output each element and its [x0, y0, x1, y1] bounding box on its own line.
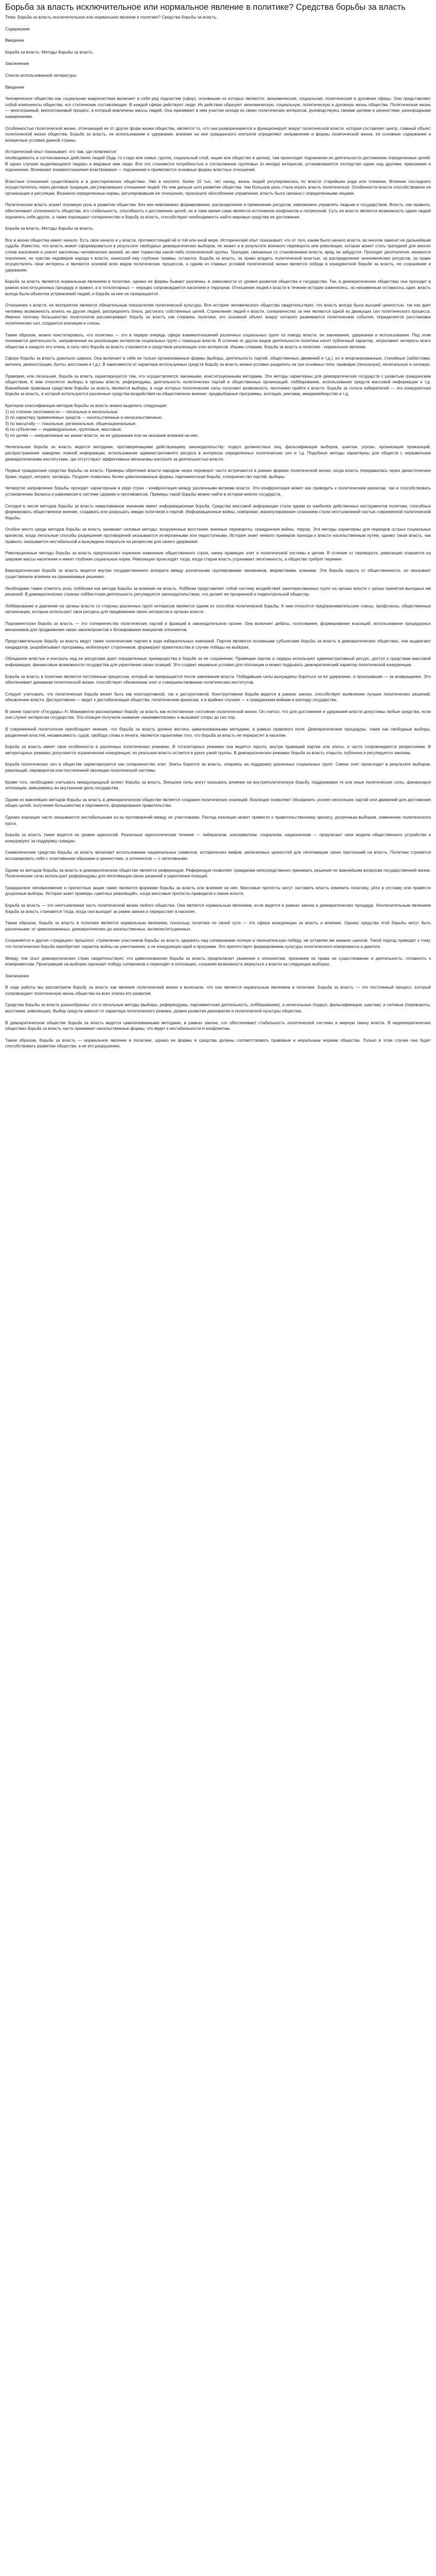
paragraph: В ходе работы мы рассмотрели борьбу за власть как явление политической жизни и выяснили, что она является нормальным явлением в политике. Борьба за власть — это постоянный процесс, который сопровождает политическую жизнь общества на всех этапах его развития. [5, 985, 431, 996]
paragraph: Сохраняется и другая «традиция» прошлого: стремление участников борьбы за власть одержать над соперниками полную и окончательную победу, не оставляя им никаких шансов. Такой подход приводит к тому, что политическая борьба приобретает характер войны на уничтожение, а не конкуренции идей и программ. Это препятствует формированию культуры политического компромисса и диалога. [5, 938, 431, 949]
topic-line: Тема: Борьба за власть исключительное или нормальное явление в политике? Средства борьбы за власть. [5, 15, 218, 20]
paragraph: Одним из методов борьбы за власть в демократическом обществе является референдум. Референдум позволяет гражданам непосредственно принимать решения по важнейшим вопросам государственной жизни. Политические силы используют референдумы для легитимации своих решений и укрепления позиций. [5, 868, 431, 879]
paragraph: Первые гражданские средства борьбы за власть: Примеры обретения власти народом через переворот часто встречаются в ранних формах политической жизни, когда власть передавалась через династические браки, подкуп, интриги, заговоры. Позднее появились более цивилизованные формы: парламентская борьба, соперничество партий, выборы. [5, 468, 431, 479]
criteria-lead: Критерии классификации методов борьбы за власть можно выделить следующие: [5, 403, 168, 408]
criteria-list [5, 403, 431, 439]
paragraph: Бюрократическая борьба за власть ведется внутри государственного аппарата между различными группировками чиновников, ведомствами, кланами. Эта борьба скрыта от общественности, но оказывает существенное влияние на принимаемые решения. [5, 568, 431, 579]
intro-heading: Введение [5, 84, 25, 90]
paragraph: Кроме того, необходимо учитывать международный аспект борьбы за власть. Внешние силы могут оказывать влияние на внутриполитическую борьбу, поддерживая те или иные политические силы, финансируя оппозицию, вмешиваясь во внутренние дела государства. [5, 779, 431, 791]
paragraph: Все в жизни общества имеет начало. Есть свое начало и у власти, противостоящей ей в той или иной мере. Исторический опыт показывает, что от того, каким было начало власти, во многом зависит ее дальнейшая судьба. Известно, что власть может сформироваться в результате свободных демократических выборов, но может и в результате военного переворота или революции, которая может стать трагедией для многих слоев населения и унесет миллионы человеческих жизней, во имя торжества какой-либо политической группы. Трагедии, связанные со становлением власти, вряд ли забудутся. Проходят десятилетия, меняются поколения, но чувства недоверия народа к власти, нанесшей ему глубокие травмы, остаются. Борьба за власть, за право владеть политической властью, за распределение экономических ресурсов, за право осуществлять свои интересы и являются основой всех видов политических процессов, а одним из главных условий политической жизни является победа в конкурентной борьбе за власть, ее сохранение и удержание. [5, 238, 431, 273]
list-item: 1) по степени легитимности — легальные и нелегальные; [5, 409, 119, 414]
table-of-contents [5, 26, 431, 79]
paragraph: Политическая власть играет огромную роль в развитии общества. Без нее невозможно формирование, распределение и применение ресурсов, невозможно управлять людьми и государством. Власть, как правило, обеспечивает сплоченность общества, его стабильность, способность к достижению целей, но в тоже время сама является источником конфликтов и потрясений. Суть ее власти является возможность одних людей подчинять себе других, а также порождают соперничество и борьбу за власть, способствуют необходимость найти мировые средства ее достижения. [5, 202, 431, 219]
paragraph: В своем трактате «Государь» Н. Макиавелли рассматривал борьбу за власть как естественное состояние политической жизни. Он считал, что для достижения и удержания власти допустимы любые средства, если они служат интересам государства. Эта позиция получила название «макиавеллизма» и вызывает споры до сих пор. [5, 709, 431, 720]
conclusion-section [5, 985, 431, 1049]
paragraph: Борьба за власть также ведется на уровне идеологий. Различные идеологические течения — либерализм, консерватизм, социализм, национализм — предлагают свои модели общественного устройства и конкурируют за поддержку граждан. [5, 833, 431, 843]
toc-item: Список использованной литературы [5, 73, 77, 78]
paragraph: Таким образом, борьба за власть — нормальное явление в политике, однако ее формы и средства должны соответствовать правовым и моральным нормам общества. Только в этом случае она будет способствовать развитию общества, а не его разрушению. [5, 1038, 431, 1049]
paragraph: Сегодня в числе методов борьбы за власть немаловажное значение имеет информационная борьба. Средства массовой информации стали одним из наиболее действенных инструментов политики, способных формировать общественное мнение, создавать или разрушать имидж политиков и партий. Информационные войны, компромат, манипулирование сознанием стали неотъемлемой частью современной политической борьбы. [5, 503, 431, 520]
paragraph: Борьба политических сил в обществе характеризуется как соперничество элит. Элиты борются за власть, опираясь на поддержку различных социальных групп. Смена элит происходит в результате выборов, революций, переворотов или постепенной эволюции политической системы. [5, 762, 431, 773]
toc-item: Содержание [5, 26, 30, 31]
toc-item: Борьба за власть. Методы борьбы за власть. [5, 49, 94, 55]
list-item: 5) по целям — направленные на захват власти, на ее удержание или на оказание влияния на нее. [5, 433, 199, 438]
paragraph: Символические средства борьбы за власть включают использование национальных символов, исторических мифов, религиозных ценностей для легитимации своих притязаний на власть. Политики стремятся ассоциировать себя с позитивными образами и ценностями, а оппонентов — с негативными. [5, 850, 431, 861]
paragraph: Исторический опыт показывает, что там, где появляются [5, 149, 116, 155]
paragraph: Таким образом, борьба за власть в политике является нормальным явлением, поскольку политика по своей сути — это сфера конкуренции за власть и влияние. Однако средства этой борьбы могут быть различными: от цивилизованных, демократических до насильственных, антиконституционных. [5, 921, 431, 931]
toc-item: Введение [5, 38, 25, 43]
list-item: 2) по характеру применяемых средств — насильственные и ненасильственные; [5, 415, 163, 420]
paragraph: Человеческое общество как социальная макросистема включает в себя ряд подсистем (сфер), основными из которых являются: экономическая, социальная, политическая и духовная сферы. Они представляют собой компоненты общества, его статические составляющие. В каждой сфере действуют люди. Их действия образуют экономическую, социальную, политическую и духовную жизнь общества. Политическая жизнь — многогранный, многоплановый процесс, в который вовлечены массы людей. Она принимает в нем участие исходя из своих политических интересов, руководствуясь своими целями и ценностями, разнородными намерениями. [5, 96, 431, 119]
paragraph: Средства борьбы за власть разнообразны: это и легальные методы (выборы, референдумы, парламентская деятельность, лоббирование), и нелегальные (подкуп, фальсификации, шантаж), и силовые (перевороты, восстания, революции). Выбор средств зависит от характера политического режима, уровня развития демократии и политической культуры общества. [5, 1003, 431, 1014]
paragraph: Гражданское неповиновение и протестные акции также являются формами борьбы за власть или влияния на нее. Массовые протесты могут заставить власть изменить политику, уйти в отставку или провести досрочные выборы. История знает примеры «цветных революций», когда массовые протесты приводили к смене власти. [5, 885, 431, 896]
list-item: 4) по субъектам — индивидуальные, групповые, массовые; [5, 427, 123, 432]
intro-section [5, 96, 431, 220]
paragraph: Властные отношения существовали и в доисторических обществах. Уже в неолите, более 10 тыс. лет назад, жизнь людей регулировалась по власти старейшин рода или племени. Влияние последнего осуществлялось через деловые традиции, регулировавших отношения людей. Но чем дальше шло развитие общества, тем большую роль стала играть власть политическая. Особенности власти способствовали ее организации и регуляции. Возникли определенные нормы, регулировавшие ее отношения, произошло обособление управления, власть была связана с определенными лицами. [5, 179, 431, 196]
paragraph: Между тем опыт демократических стран свидетельствует, что цивилизованная борьба за власть предполагает уважение к оппонентам, признание их права на существование и деятельность, готовность к компромиссам. Проигравшие на выборах признают победу соперников и переходят в оппозицию, сохраняя возможность вернуться к власти на следующих выборах. [5, 956, 431, 967]
paragraph: Отношение к власти, ее восприятие является обязательным показателем политической культуры. Вся история человеческого общества свидетельствует, что власть всегда была высшей ценностью, так как дает человеку возможность влиять на других людей, распределять блага, достигать собственных целей. Стремление людей к власти, соперничество за нее являются одной из движущих сил политического процесса. Именно поэтому большинство политологов рассматривают борьбу за власть как стержень политики, его основной объект, вокруг которого развиваются политические события, определяется расстановка политических сил, создаются коалиции и союзы. [5, 303, 431, 326]
paragraph: Борьба за власть является нормальным явлением в политике, однако ее формы бывают различны, в зависимости от уровня развития общества и государства. Так, в демократических обществах она проходит в рамках конституционных процедур и правил, а в тоталитарных — нередко сопровождается насилием и террором. Отношения людей к власти в течение истории изменялись, но неизменным оставалось одно: власть всегда была объектом устремлений людей, и борьба за нее не прекращается. [5, 279, 431, 296]
paragraph: Особенностью политической жизни, отличающей ее от других форм жизни общества, является то, что она разворачивается и функционирует вокруг политической власти, которая составляет центр, главный объект политической жизни общества. Борьба за власть, ее использование и удержание, влияние на нее гражданского контроля определяют направление и формы политической жизни, ее основное содержание и конкретные условия данной страны. [5, 126, 431, 143]
paragraph: Одним из важнейших методов борьбы за власть в демократическом обществе является создание политических коалиций. Коалиции позволяют объединить усилия нескольких партий или движений для достижения общих целей, получения большинства в парламенте, формирования правительства. [5, 797, 431, 808]
paragraph: Четвертое направление борьбы проходит характерным в ряде стран - конфронтация между различными ветвями власти. Эта конфронтация может как приводить к политическим кризисам, так и способствовать установлению баланса и равновесия в системе сдержек и противовесов. Примеры такой борьбы можно найти в истории многих государств. [5, 486, 431, 497]
paragraph: Правовая, или легальная, борьба за власть характеризуется тем, что осуществляется законными, конституционными методами. Эти методы характерны для демократических государств с развитым гражданским обществом. К ним относятся: выборы в органы власти, референдумы, деятельность политических партий и общественных организаций, лоббирование, использование средств массовой информации и т.д. Важнейшим правовым средством борьбы за власть являются выборы, в ходе которых политические силы получают возможность легитимно прийти к власти. Борьба за голоса избирателей — это конкурентная борьба за власть, в которой используются различные средства воздействия на общественное мнение: предвыборные программы, агитация, реклама, имиджмейкерство и т.д. [5, 374, 431, 397]
document-title: Борьба за власть исключительное или нормальное явление в политике? Средства борьбы за власть [5, 3, 406, 12]
section-heading: Борьба за власть. Методы борьбы за власть. [5, 226, 94, 231]
paragraph: В современной политологии преобладает мнение, что борьба за власть должна вестись цивилизованными методами, в рамках правового поля. Демократические процедуры, такие как свободные выборы, разделение властей, независимость судов, свобода слова и печати, являются гарантиями того, что борьба за власть не перерастет в насилие. [5, 727, 431, 738]
paragraph: Парламентская борьба за власть — это соперничество политических партий и фракций в законодательном органе. Она включает дебаты, голосования, формирование коалиций, использование процедурных механизмов для продвижения своих законопроектов и блокирования инициатив оппонентов. [5, 621, 431, 632]
paragraph: Сфера борьбы за власть довольно широка. Она включает в себя не только организованные формы (выборы, деятельность партий, общественных движений и т.д.), но и неорганизованные, стихийные (забастовки, митинги, демонстрации, бунты, восстания и т.д.). В зависимости от характера используемых средств борьбу за власть можно условно разделить на три основных типа: правовую (легальную), нелегальную и силовую. [5, 356, 431, 367]
main-section [5, 238, 431, 968]
paragraph: необходимость в согласованных действиях людей (будь то стадо или семья, группа, социальный слой, нация или общество в целом), там происходит подчинение их деятельности достижению определенных целей. В одних случаях выделяющиеся лидеры и ведомые ими люди. Все это становится потребностью в согласовании групповых (и иногда) интересов, устанавливается господство одних над другими, приказание и подчинение. Возникают взаимоотношения властвования — подчинения и проявляются основные формы властных отношений. [5, 155, 431, 173]
paragraph: Революционные методы борьбы за власть предполагают коренное изменение общественного строя, смену правящих элит и политической системы в целом. В отличие от переворота, революция опирается на широкие массы населения и имеет глубокие социальные корни. Революции происходят тогда, когда старая власть утрачивает легитимность, а общество требует перемен. [5, 551, 431, 562]
paragraph: Необходимо также отметить роль лоббизма как метода борьбы за влияние на власть. Лоббизм представляет собой систему воздействия заинтересованных групп на органы власти с целью принятия выгодных им решений. В демократических странах лоббистская деятельность регулируется законодательством, что делает ее прозрачной и подконтрольной обществу. [5, 586, 431, 597]
paragraph: Однако коалиции часто оказываются нестабильными из-за противоречий между их участниками. Распад коалиции может привести к правительственному кризису, досрочным выборам, изменению политического курса. [5, 815, 431, 826]
paragraph: Нелегальная борьба за власть ведется методами, противоречащими действующему законодательству: подкуп должностных лиц, фальсификация выборов, шантаж, угрозы, организация провокаций, распространение заведомо ложной информации, использование административного ресурса в интересах определенных политических сил и т.д. Подобные методы характерны для обществ с неразвитыми демократическими институтами, где отсутствуют эффективные механизмы контроля за деятельностью власти. [5, 445, 431, 462]
paragraph: Борьба за власть — это неотъемлемая часть политической жизни любого общества. Она является нормальным явлением, если ведется в рамках закона и демократических процедур. Исключительным явлением борьба за власть становится тогда, когда она выходит за рамки закона и перерастает в насилие. [5, 903, 431, 914]
paragraph: Представительную борьбу за власть ведут также политические партии в ходе избирательных кампаний. Партии являются основными субъектами борьбы за власть в демократических обществах, они выдвигают кандидатов, разрабатывают программы, мобилизуют сторонников, формируют правительства в случае победы на выборах. [5, 639, 431, 650]
paragraph: Лоббирование и давление на органы власти со стороны различных групп интересов являются одним из способов политической борьбы. К ним относятся предпринимательские союзы, профсоюзы, общественные организации, которые используют свои ресурсы для продвижения своих интересов в органах власти. [5, 603, 431, 615]
paragraph: Борьба за власть имеет свои особенности в различных политических режимах. В тоталитарных режимах она ведется скрыто, внутри правящей партии или элиты, и часто сопровождается репрессиями. В авторитарных режимах допускается ограниченная конкуренция, но реальная власть остается в руках узкой группы. В демократических режимах борьба за власть открыта, публична и регулируется законом. [5, 744, 431, 755]
paragraph: Борьба за власть в политике является постоянным процессом, который не прекращается после завоевания власти. Победившие силы вынуждены бороться за ее удержание, а проигравшие — за возвращение. Это обеспечивает динамизм политической жизни, способствует обновлению элит и совершенствованию политических институтов. [5, 674, 431, 685]
paragraph: В демократическом обществе борьба за власть ведется цивилизованными методами, в рамках закона, что обеспечивает стабильность политической системы и мирную смену власти. В недемократических обществах борьба за власть часто принимает насильственные формы, что ведет к нестабильности и конфликтам. [5, 1020, 431, 1031]
paragraph: Таким образом, можно констатировать, что политика — это в первую очередь сфера взаимоотношений различных социальных групп по поводу власти, ее завоевания, удержания и использования. Под этим понимается деятельность, направленная на реализацию интересов социальных групп с помощью власти. В отличие от других видов деятельности политика носит публичный характер, затрагивает интересы всего общества и каждого его члена, в силу чего борьба за власть становится и средством реализации этих интересов. Иными словами, борьба за власть в политике - нормальное явление. [5, 332, 431, 349]
list-item: 3) по масштабу — локальные, региональные, общенациональные; [5, 421, 137, 426]
conclusion-heading: Заключение [5, 973, 29, 978]
paragraph: Обладание властью и контроль над ее ресурсами дают определенные преимущества в борьбе за ее сохранение. Правящие партии и лидеры используют административный ресурс, доступ к средствам массовой информации, финансовые возможности государства для укрепления своих позиций. Это создает неравные условия для оппозиции и может подрывать демократический характер политической конкуренции. [5, 656, 431, 667]
toc-item: Заключение [5, 61, 29, 66]
document [0, 0, 436, 1057]
paragraph: Следует учитывать, что политическая борьба может быть как конструктивной, так и деструктивной. Конструктивная борьба ведется в рамках закона, способствует выявлению лучших политических решений, обновлению власти. Деструктивная — ведет к дестабилизации общества, политическим кризисам, а в крайних случаях — к гражданским войнам и распаду государства. [5, 691, 431, 703]
paragraph: Особое место среди методов борьбы за власть занимают силовые методы: вооруженные восстания, военные перевороты, гражданские войны, террор. Эти методы характерны для периодов острых социальных кризисов, когда легальные способы разрешения противоречий оказываются исчерпанными или недоступными. История знает немало примеров прихода к власти насильственным путем, однако такая власть, как правило, оказывается нестабильной и вынуждена опираться на репрессии для своего удержания. [5, 527, 431, 544]
